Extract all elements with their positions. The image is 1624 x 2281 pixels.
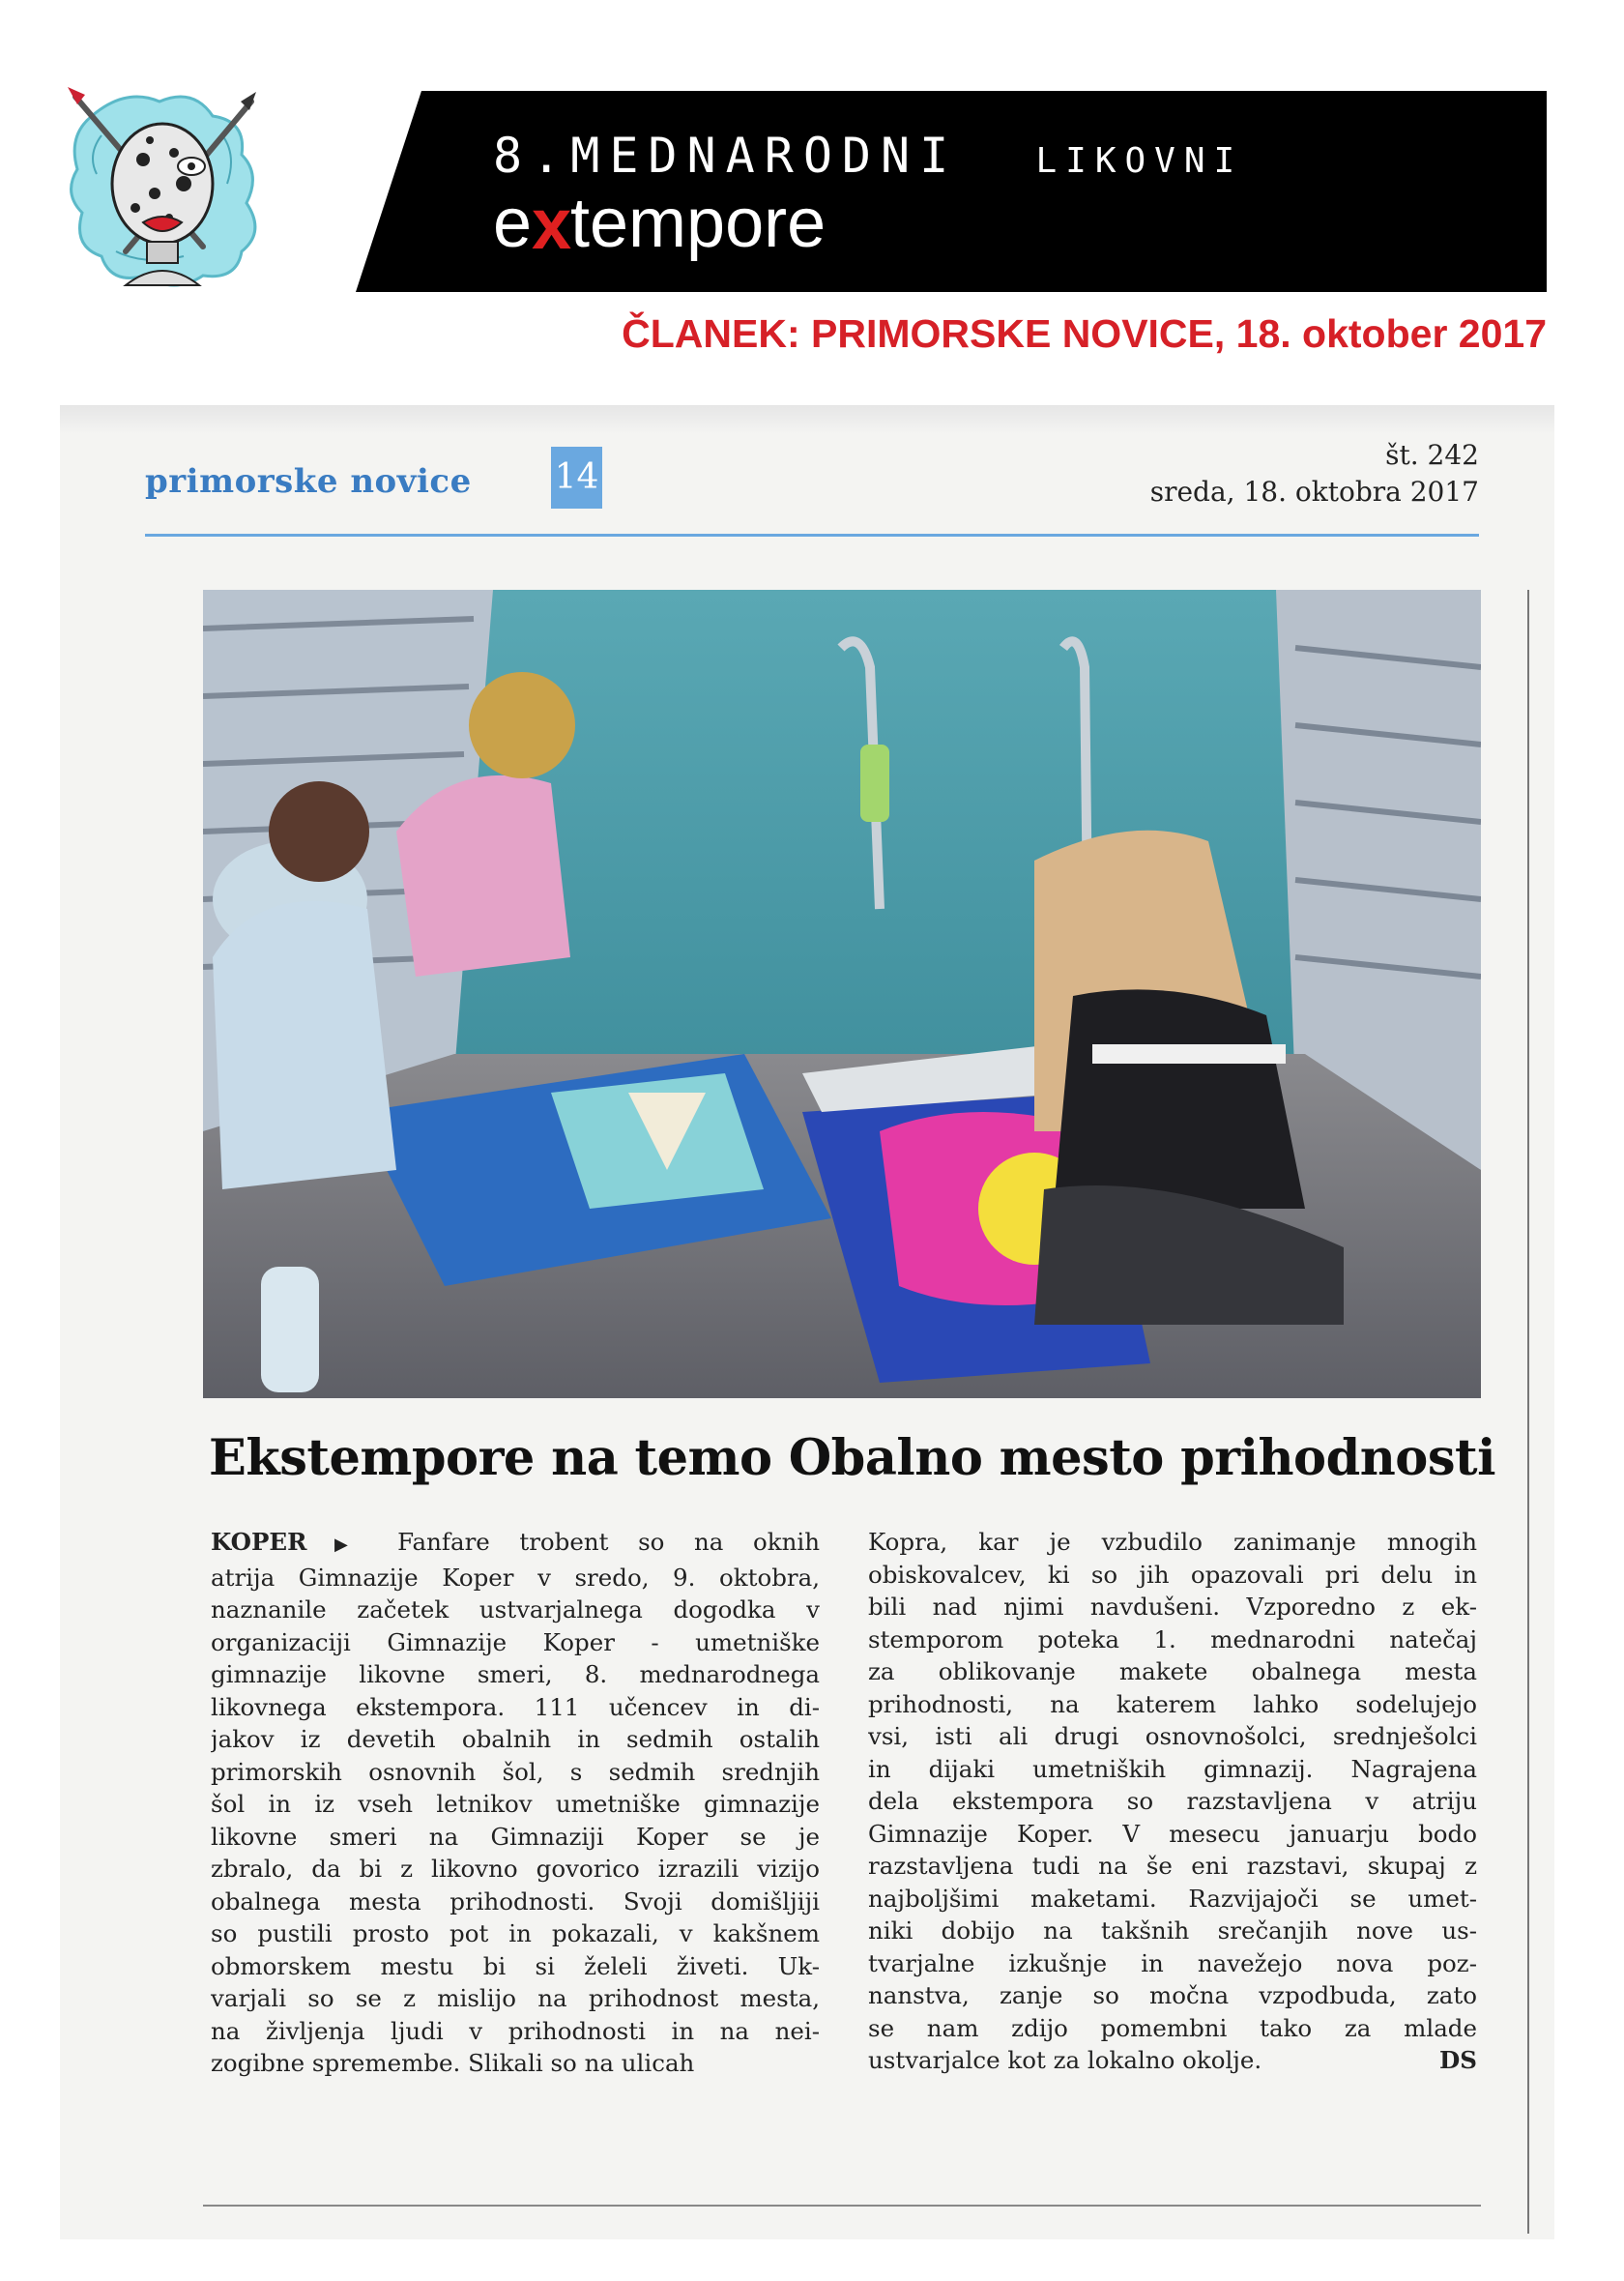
article-line: atrija Gimnazije Koper v sredo, 9. oktobra, [211,1563,820,1592]
article-line: zbralo, da bi z likovno govorico izrazili vizijo [211,1855,820,1883]
article-column-right [868,1526,1477,2077]
article-line: so pustili prosto pot in pokazali, v kakšnem [211,1919,820,1947]
article-line: zogibne spremembe. Slikali so na ulicah [211,2049,695,2077]
article-line: organizaciji Gimnazije Koper - umetniške [211,1627,820,1656]
banner-title [493,128,1243,184]
article-line: likovne smeri na Gimnaziji Koper se je [211,1822,820,1851]
article-line: Kopra, kar je vzbudilo zanimanje mnogih [868,1528,1477,1556]
header-rule [145,534,1479,537]
article-line: naznanile začetek ustvarjalnega dogodka v [211,1595,820,1623]
article-line: tvarjalne izkušnje in navežejo nova poz- [868,1948,1477,1977]
article-photo [203,590,1481,1398]
subtitle-x: x [532,184,572,264]
banner-title-main: MEDNARODNI [570,128,959,184]
article-line: prihodnosti, na katerem lahko sodelujejo [868,1689,1477,1718]
article-line: šol in iz vseh letnikov umetniške gimnazije [211,1790,820,1818]
article-line: primorskih osnovnih šol, s sedmih srednjih [211,1757,820,1786]
newspaper-name: primorske novice [145,462,472,501]
issue-date: sreda, 18. oktobra 2017 [1149,476,1479,508]
column-rule [1527,590,1529,2234]
article-line: dela ekstempora so razstavljena v atriju [868,1787,1477,1815]
subtitle-prefix: e [493,185,533,262]
article-line: razstavljena tudi na še eni razstavi, skupaj z [868,1852,1477,1880]
banner-title-number: 8. [493,128,571,184]
banner-title-small: LIKOVNI [1035,141,1244,181]
bottom-rule [203,2205,1481,2207]
article-line: za oblikovanje makete obalnega mesta [868,1657,1477,1685]
issue-number: št. 242 [1385,439,1479,471]
article-line: vsi, isti ali drugi osnovnošolci, srednješolci [868,1722,1477,1750]
article-line: bili nad njimi navdušeni. Vzporedno z ek- [868,1593,1477,1621]
article-line: na življenja ljudi v prihodnosti in na nei- [211,2016,820,2045]
extempore-logo [58,77,266,309]
article-line: varjali so se z mislijo na prihodnost mesta, [211,1984,820,2012]
article-line: nanstva, zanje so močna vzpodbuda, zato [868,1981,1477,2009]
article-line: gimnazije likovne smeri, 8. mednarodnega [211,1660,820,1688]
dateline: KOPER [211,1528,307,1556]
article-line: in dijaki umetniških gimnazij. Nagrajena [868,1754,1477,1783]
article-headline: Ekstempore na temo Obalno mesto prihodnosti [209,1429,1495,1487]
article-line: Gimnazije Koper. V mesecu januarju bodo [868,1819,1477,1848]
article-line: stemporom poteka 1. mednarodni natečaj [868,1624,1477,1653]
article-line: najboljšimi maketami. Razvijajoči se umet- [868,1884,1477,1913]
article-line: niki dobijo na takšnih srečanjih nove us- [868,1916,1477,1945]
article-line: jakov iz devetih obalnih in sedmih ostalih [211,1725,820,1753]
article-line: se nam zdijo pomembni tako za mlade [868,2013,1477,2042]
article-line-text: Fanfare trobent so na oknih [397,1528,820,1556]
triangle-right-icon: ▶ [306,1535,398,1555]
author-signature: DS [1439,2046,1477,2074]
article-line: obalnega mesta prihodnosti. Svoji domišljiji [211,1886,820,1915]
article-column-left [211,1526,820,2080]
article-label: ČLANEK: PRIMORSKE NOVICE, 18. oktober 2017 [622,311,1547,356]
banner-subtitle [493,179,899,266]
article-line [211,1526,820,1562]
page-number: 14 [551,447,602,509]
article-line: obmorskem mestu bi si želeli živeti. Uk- [211,1951,820,1980]
issue-info [1150,437,1479,511]
article-line: likovnega ekstempora. 111 učencev in di- [211,1692,820,1721]
article-line: obiskovalcev, ki so jih opazovali pri delu in [868,1560,1477,1589]
article-line: ustvarjalce kot za lokalno okolje. DS [868,2044,1477,2077]
subtitle-suffix: tempore [570,185,826,262]
